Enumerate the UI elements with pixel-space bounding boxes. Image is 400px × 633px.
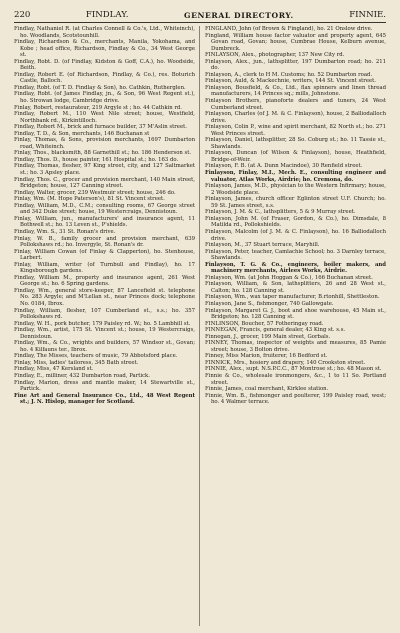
header-title: GENERAL DIRECTORY. bbox=[184, 10, 294, 20]
directory-entry: Finlayson, Wm. (at John Hoggan & Co.), 166 Buchanan street. bbox=[205, 274, 373, 281]
left-column bbox=[14, 26, 195, 626]
directory-entry: Fingland, William house factor valuator and property agent, 645 Govan road, Govan; house, Cumbrae House, Kelburn avenue, Dumbreck. bbox=[205, 32, 386, 52]
directory-entry: Finlayson, Colin P., wine and spirit merchant, 82 North st.; ho. 271 West Princes street. bbox=[205, 124, 386, 137]
directory-entry: Findlay, The Misses, teachers of music, 79 Abbotsford place. bbox=[14, 353, 178, 360]
directory-entry: FINNEY, Thomas, inspector of weights and measures, 85 Pamie street; house, 3 Bolton drive. bbox=[205, 340, 386, 353]
directory-entry: Finlayson, John M. (of Fraser, Gordon, & Co.), ho. Dimsdale, 8 Matilda rd., Pollokshields. bbox=[205, 215, 386, 229]
directory-entry: Findlay, Wm. S., 31 St. Ronan's drive. bbox=[14, 228, 116, 235]
directory-entry: Finlayson, Duncan (of Wilson & Finlayson), house, Heathfield, Bridge-of-Weir. bbox=[205, 150, 386, 163]
directory-entry: Finlayson Brothers, pianoforte dealers and tuners, 24 West Cumberland street. bbox=[205, 98, 386, 111]
directory-entry: Findlay, Thos. D., house painter, 161 Hospital st.; ho. 163 do. bbox=[14, 156, 179, 163]
directory-entry: Finlayson, J. M. & C., lathsplitters, 5 & 9 Murray street. bbox=[205, 209, 356, 216]
directory-entry: FINNEGAN, Francis, general dealer, 43 King st. s.s. bbox=[205, 327, 346, 334]
directory-entry: Finlayson, Daniel, lathsplitter, 28 So. Coburg st.; ho. 11 Tassie st., Shawlands. bbox=[205, 137, 386, 150]
directory-entry: Findlay, Robert E. (of Richardson, Findlay, & Co.), res. Boturich Castle, Balloch. bbox=[14, 71, 195, 85]
directory-entry: Finlay, Robert, restaurateur, 219 Argyle st ; ho. 44 Cathkin rd. bbox=[14, 104, 182, 111]
directory-entry: Finlayson, Margaret G. J., boot and shoe warehouse, 45 Main st., Bridgeton; ho. 128 Canning st. bbox=[205, 307, 386, 321]
directory-entry: Findlay, Walter, grocer, 239 Westmuir street; house, 246 do. bbox=[14, 189, 176, 196]
page-number: 220 bbox=[14, 10, 31, 20]
directory-entry: Findlay, Richardson & Co., merchants, Manila, Yokohama, and Kobe ; head office, Richardson, Findlay & Co., 34 West George st. bbox=[14, 39, 195, 59]
directory-entry: Finlayson, A., clerk to H M. Customs; ho. 52 Dumbarton road. bbox=[205, 71, 373, 78]
directory-entry: Finlayson, T. G. & Co., engineers, boiler makers, and machinery merchants, Airlees Works, Airdrie. bbox=[205, 261, 386, 275]
directory-entry: Finlayson, James, church officer Eglinton street U.F. Church; ho. 59 St. James street, s.s. bbox=[205, 196, 386, 209]
directory-entry: FINNIE, Alex., supt. N.S.P.C.C., 87 Montrose st.; ho. 48 Mason st. bbox=[205, 366, 382, 373]
page-header bbox=[14, 8, 386, 22]
directory-entry: Finlay, William, jun., manufacturers' and insurance agent, 11 Bothwell st.; ho. 13 Leven st., P'shields. bbox=[14, 215, 195, 229]
header-rule bbox=[14, 22, 386, 23]
directory-entry: Findlay, Robt. (of James Findlay, jn., & Son, 96 West Regent st.), ho. Strowan lodge, Cambridge drive. bbox=[14, 91, 195, 105]
directory-entry: Finlay, Wm. (M. Hope Paterson's), 81 St. Vincent street. bbox=[14, 196, 165, 203]
directory-entry: Finlay, William Cowan (of Finlay & Clapperton), ho. Stenhouse, Larbert. bbox=[14, 248, 195, 262]
directory-entry: Finlayson, Malcolm (of J. M. & C. Finlayson), ho. 16 Balliodalloch drive. bbox=[205, 228, 386, 242]
directory-entry: Finlayson, F. B. (at A. Dunn Macindoe), 30 Renfield street. bbox=[205, 163, 363, 170]
directory-entry: Finlay, Thos., blacksmith, 88 Garnethill st.; ho. 186 Henderson st. bbox=[14, 150, 192, 157]
directory-entry: Findlay, Robert M., 110 West Nile street; house, Westfield, Northbank rd., Kirkintilloch. bbox=[14, 111, 195, 124]
directory-entry: Finlayson, M., 37 Stuart terrace, Maryhill. bbox=[205, 242, 320, 249]
directory-entry: Finlayson, William, & Son, lathsplitters, 26 and 28 West st., Calton; ho. 128 Canning st. bbox=[205, 281, 386, 294]
directory-entry: Findlay, Marion, dress and mantle maker, 14 Stewartville st., Partick. bbox=[14, 379, 195, 393]
directory-entry: Finnegan, J., grocer, 199 Main street, Gorbals. bbox=[205, 333, 331, 340]
directory-entry: FINNICK, Mrs., hosiery and drapery, 140 Crookston street. bbox=[205, 359, 366, 366]
directory-entry: Findlay, Wm., general store-keeper, 87 Lancefield st. telephone No. 283 Argyle; and M'Lellan st., near Princes dock; telephone No. 0184, Ibrox. bbox=[14, 287, 195, 307]
directory-entry: Finlay, Miss, ladies' tailoress, 345 Bath street. bbox=[14, 359, 139, 366]
directory-entry: Finlayson, Bousfield, & Co., Ltd., flax spinners and linen thread manufacturers, 14 Princes sq.; mills, Johnstone. bbox=[205, 84, 386, 98]
directory-entry: Findlay, Robt. D. (of Findlay, Kidston & Goff, C.A.), ho. Woodside, Beith. bbox=[14, 58, 195, 72]
directory-entry: Finlayson, Peter, teacher, Camlachie School; ho. 3 Darnley terrace, Shawlands. bbox=[205, 248, 386, 262]
directory-entry: Findlay, W. H., pork butcher, 179 Paisley rd. W.; ho. 5 Lambhill st. bbox=[14, 320, 191, 327]
directory-entry: Findlay, William, M.D., C.M.; consulting rooms, 67 George street and 342 Duke street; house, 19 Westercraigs, Dennistoun. bbox=[14, 202, 195, 216]
directory-entry: Findlay, Nathaniel R. (at Charles Connell & Co.'s, Ltd., Whiteinch), ho. Woodlands, Scotstounhill. bbox=[14, 26, 195, 39]
directory-entry: Finlayson, Finlay, M.I., Mech. E., consulting engineer and valuator, Atlas Works, Airdrie; ho. Cremona, do. bbox=[205, 170, 386, 183]
directory-entry: Finlay, William, writer (of Turnbull and Findlay), ho. 17 Kingsborough gardens. bbox=[14, 261, 195, 275]
directory-entry: Finlayson, Alex., jun., lathsplitter, 197 Dumbarton road; ho. 211 do. bbox=[205, 58, 386, 72]
directory-entry: Finlayson, James, M.D., physician to the Western Infirmary; house, 2 Woodside place. bbox=[205, 183, 386, 196]
directory-entry: Findlay, Robert M., brick and furnace builder, 37 M'Aslin street. bbox=[14, 124, 187, 131]
right-column bbox=[205, 26, 386, 626]
directory-entry: Finnie, Wm. B., fishmonger and poulterer, 199 Paisley road, west; ho. 4 Walmer terrace. bbox=[205, 392, 386, 406]
directory-entry: Finnie & Co., wholesale ironmongers, &c., 1 to 11 So. Portland street. bbox=[205, 372, 386, 386]
header-right-word: FINNIE. bbox=[349, 10, 386, 20]
directory-entry: Findlay, Thomas, flesher, 97 King street, city, and 127 Saltmarket st.; ho. 3 Apsley place. bbox=[14, 163, 195, 177]
header-left-word: FINDLAY. bbox=[85, 10, 129, 20]
directory-entry: Finlay, W. B., family grocer and provision merchant, 639 Pollokshaws rd.; ho. Invergyle, St. Ronan's dr. bbox=[14, 235, 195, 249]
directory-entry: Finlayson, Wm., wax taper manufacturer, B.rtonhill, Shettleston. bbox=[205, 294, 380, 301]
directory-entry: Findlay, Wm., & Co., wrights and builders, 57 Windsor st., Govan; ho. 4 Kilfauns ter., Ibrox. bbox=[14, 340, 195, 353]
directory-entry: Findlay, Miss, 47 Kersland st. bbox=[14, 366, 94, 373]
directory-entry: Finlay, Thomas, & Sons, provision merchants, 1697 Dumbarton road, Whiteinch. bbox=[14, 137, 195, 150]
column-divider bbox=[199, 26, 200, 626]
directory-entry: Finlayson, Charles (of J. M. & C. Finlayson), house, 2 Balliodalloch drive. bbox=[205, 111, 386, 124]
directory-entry: Findlay, Wm., artist, 175 St. Vincent st.; house, 19 Westercraigs, Dennistoun. bbox=[14, 327, 195, 340]
directory-entry: Findlay, T. D., & Son, merchants, 146 Buchanan st bbox=[14, 130, 150, 137]
directory-entry: Findlay, William M., property and insurance agent, 261 West George st.; ho. 6 Spring gardens. bbox=[14, 274, 195, 288]
directory-entry: Finlayson, Jane S., fishmonger, 740 Gallowgate. bbox=[205, 300, 334, 307]
directory-entry: Finney, Miss Marion, fruiterer, 16 Bedford st. bbox=[205, 353, 328, 360]
directory-entry: Fine Art and General Insurance Co., Ltd., 48 West Regent st.; J. N. Hislop, manager for Scotland. bbox=[14, 392, 195, 406]
directory-entry: FINLAYSON, Alex., photographer, 137 New City rd. bbox=[205, 52, 345, 59]
directory-entry: Findlay, E., milliner, 432 Dumbarton road, Partick. bbox=[14, 372, 150, 379]
directory-entry: Findlay, William, flesher, 107 Cumberland st., s.s.; ho. 357 Pollokshaws rd. bbox=[14, 307, 195, 321]
directory-entry: FINLINSON, Boucher, 57 Fotheringay road. bbox=[205, 320, 324, 327]
directory-entry: Findlay, Robt. (of T. D. Findlay & Son), ho. Cathkin, Rutherglen. bbox=[14, 84, 186, 91]
directory-entry: Findlay, Thos. C., grocer and provision merchant, 140 Main street, Bridgeton; house, 127 Canning street. bbox=[14, 176, 195, 190]
directory-entry: Finlayson, Auld, & Mackechnie, writers, 144 St. Vincent street. bbox=[205, 78, 376, 85]
directory-entry: Finnie, James, coal merchant, Kirklee station. bbox=[205, 386, 329, 393]
directory-entry: FINGLAND, John (of Brown & Fingland), ho. 21 Onslow drive. bbox=[205, 26, 373, 32]
